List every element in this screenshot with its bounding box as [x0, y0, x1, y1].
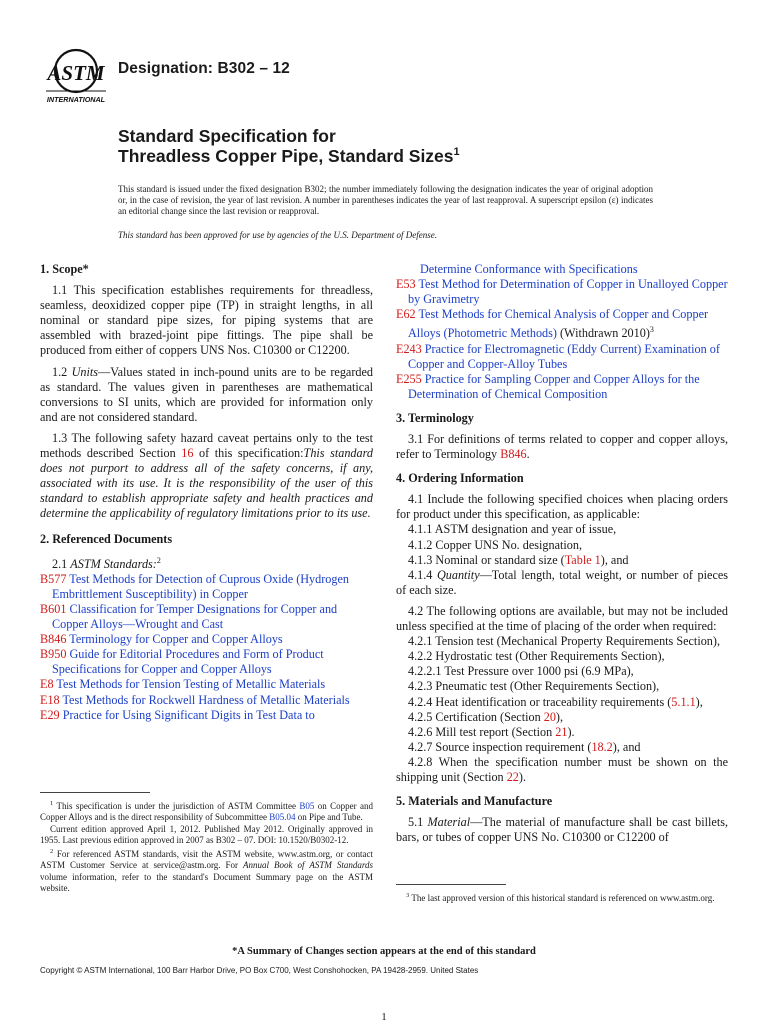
reference-code[interactable]: B846 [40, 632, 67, 647]
para-4-2-2-1: 4.2.2.1 Test Pressure over 1000 psi (6.9 MPa), [408, 664, 634, 679]
reference-title[interactable]: Test Methods for Detection of Cuprous Oxide (Hydrogen Embrittlement Susceptibility) in Copper [52, 571, 349, 601]
footnote-mark: 1 [50, 800, 54, 807]
section-link-5-1-1[interactable]: 5.1.1 [671, 694, 696, 709]
section-link-18-2[interactable]: 18.2 [591, 739, 613, 754]
para-text: 4.2.4 Heat identification or traceability requirements ( [408, 694, 672, 709]
reference-item[interactable] [396, 307, 728, 341]
footnote-divider [40, 792, 150, 793]
committee-link[interactable]: B05 [299, 801, 315, 811]
page-number: 1 [381, 1011, 387, 1023]
footnote-mark: 2 [156, 555, 161, 565]
para-4-2: 4.2 The following options are available, but may not be included unless specified at the time of placing of the order when required: [396, 603, 728, 634]
para-label: 2.1 [52, 556, 71, 571]
reference-item[interactable] [40, 602, 373, 632]
footnote-1-edition: Current edition approved April 1, 2012. Published May 2012. Originally approved in 1955. Last previous edition approved in 2007 as B302 – 07. DOI: 10.1520/B0302-12. [40, 823, 373, 845]
reference-item[interactable] [40, 693, 373, 708]
para-text: 1.3 The following safety hazard caveat pertains only to the test methods described Section [40, 430, 373, 461]
title-line-2 [118, 146, 460, 167]
footnote-text: on Pipe and Tube. [295, 812, 363, 823]
footnotes-left [40, 798, 373, 894]
para-text: . [526, 447, 530, 462]
para-text: ), and [612, 739, 641, 754]
reference-title[interactable]: Test Methods for Rockwell Hardness of Metallic Materials [62, 692, 350, 707]
reference-code[interactable]: B601 [40, 601, 67, 616]
footnote-text: This specification is under the jurisdiction of ASTM Committee [53, 801, 300, 811]
reference-item[interactable] [40, 677, 373, 692]
para-4-2-6 [396, 725, 728, 740]
withdrawn-note: (Withdrawn 2010) [556, 326, 650, 341]
para-4-1-3 [396, 553, 728, 568]
reference-item[interactable] [396, 372, 728, 402]
para-1-1: 1.1 This specification establishes requirements for threadless, seamless, deoxidized copper pipe (TP) in straight lengths, in all nominal or standard pipe sizes, for piping systems that are assembled with brazed-joint pipe fittings. The pipe shall be produced from either of coppers UNS Nos. C10300 or C12200. [40, 283, 373, 358]
footnotes-right [396, 890, 728, 904]
reference-item[interactable] [396, 342, 728, 372]
reference-title[interactable]: Test Method for Determination of Copper in Unalloyed Copper by Gravimetry [408, 277, 728, 307]
para-label: 4.1.4 [408, 567, 437, 582]
section-link-22[interactable]: 22 [506, 769, 519, 784]
subcommittee-link[interactable]: B05.04 [269, 812, 296, 823]
para-text: 4.2.5 Certification (Section [408, 709, 544, 724]
para-text: 4.2.6 Mill test report (Section [408, 724, 556, 739]
para-text: 4.2.7 Source inspection requirement ( [408, 739, 592, 754]
para-4-1-1: 4.1.1 ASTM designation and year of issue, [408, 522, 617, 537]
para-4-1-4 [396, 568, 728, 598]
footnote-mark: 3 [649, 325, 654, 335]
para-3-1 [396, 432, 728, 462]
section-link-21[interactable]: 21 [555, 724, 568, 739]
para-text: ), [695, 694, 703, 709]
reference-title[interactable]: Terminology for Copper and Copper Alloys [69, 632, 283, 647]
reference-item[interactable] [396, 277, 728, 307]
para-text: 4.2.8 When the specification number must be shown on the shipping unit (Section [396, 754, 728, 784]
reference-title[interactable]: Practice for Sampling Copper and Copper Alloys for the Determination of Chemical Composition [408, 371, 700, 401]
svg-text:INTERNATIONAL: INTERNATIONAL [46, 95, 106, 104]
para-text: of this specification: [193, 446, 304, 461]
section-heading-terminology: 3. Terminology [396, 410, 474, 425]
para-4-2-1: 4.2.1 Tension test (Mechanical Property Requirements Section), [408, 634, 721, 649]
para-text: 4.1.3 Nominal or standard size ( [408, 552, 565, 567]
reference-code[interactable]: E255 [396, 371, 422, 386]
para-4-1: 4.1 Include the following specified choices when placing orders for product under this specification, as applicable: [396, 492, 728, 522]
reference-title[interactable]: Classification for Temper Designations for Copper and Copper Alloys—Wrought and Cast [52, 601, 338, 632]
para-1-3 [40, 431, 373, 522]
reference-continuation[interactable] [396, 262, 728, 277]
reference-item[interactable] [40, 632, 373, 647]
para-text: ). [518, 769, 526, 784]
svg-text:ASTM: ASTM [47, 61, 105, 85]
reference-code[interactable]: E243 [396, 341, 422, 356]
title-line-1: Standard Specification for [118, 126, 336, 146]
para-4-2-2: 4.2.2 Hydrostatic test (Other Requirements Section), [408, 649, 665, 664]
reference-code[interactable]: B950 [40, 647, 67, 662]
para-term: Units [71, 364, 98, 379]
section-link-16[interactable]: 16 [181, 446, 194, 461]
astm-logo [42, 47, 110, 105]
footnote-divider [396, 884, 506, 885]
reference-code[interactable]: E53 [396, 277, 416, 292]
para-text: —Total length, total weight, or number of pieces of each size. [396, 567, 729, 597]
reference-code[interactable]: E18 [40, 692, 60, 707]
reference-code[interactable]: E8 [40, 677, 54, 692]
footnote-mark: 3 [406, 892, 410, 899]
reference-list [40, 572, 373, 723]
designation: Designation: B302 – 12 [118, 60, 290, 77]
title-text: Threadless Copper Pipe, Standard Sizes [118, 146, 454, 166]
para-text: ), and [600, 552, 629, 567]
footnote-text: The last approved version of this historical standard is referenced on www.astm.org. [409, 893, 715, 903]
table-1-link[interactable]: Table 1 [564, 552, 601, 567]
para-text: ). [567, 724, 575, 739]
para-4-2-4 [396, 695, 728, 710]
reference-code[interactable]: E62 [396, 307, 416, 322]
footnote-text: volume information, refer to the standard's Document Summary page on the ASTM website. [40, 871, 373, 894]
para-4-2-7 [396, 740, 728, 755]
reference-code[interactable]: E29 [40, 707, 60, 722]
reference-code[interactable]: B577 [40, 571, 67, 586]
reference-title[interactable]: Guide for Editorial Procedures and Form of Product Specifications for Copper and Copper Alloys [52, 647, 324, 677]
left-column [40, 262, 373, 723]
reference-item[interactable] [40, 647, 373, 677]
section-heading-ordering: 4. Ordering Information [396, 471, 524, 486]
defense-note: This standard has been approved for use by agencies of the U.S. Department of Defense. [118, 230, 438, 240]
astm-standards-label [40, 553, 373, 572]
para-term: Quantity [436, 567, 480, 582]
safety-caveat: This standard does not purport to address all of the safety concerns, if any, associated with its use. It is the responsibility of the user of this standard to establish appropriate safety and health practices and determine the applicability of regulatory limitations prior to its use. [40, 446, 373, 521]
para-text: 3.1 For definitions of terms related to copper and copper alloys, refer to Terminology [396, 432, 728, 462]
para-text: —The material of manufacture shall be cast billets, bars, or tubes of copper UNS No. C10300 or C12200 of [396, 815, 729, 845]
section-heading-materials: 5. Materials and Manufacture [396, 794, 553, 809]
reference-title[interactable]: Determine Conformance with Specifications [420, 262, 638, 276]
reference-item[interactable] [40, 708, 373, 723]
reference-title[interactable]: Practice for Using Significant Digits in Test Data to [62, 707, 315, 722]
footnote-mark: 2 [50, 848, 54, 856]
footnote-book-title: Annual Book of ASTM Standards [243, 860, 374, 871]
right-column [396, 262, 728, 845]
reference-item[interactable] [40, 572, 373, 602]
terminology-link[interactable]: B846 [500, 447, 527, 462]
para-label: 1.2 [52, 364, 72, 379]
para-5-1 [396, 815, 728, 845]
reference-title[interactable]: Practice for Electromagnetic (Eddy Current) Examination of Copper and Copper-Alloy Tubes [408, 341, 720, 371]
para-4-1-2: 4.1.2 Copper UNS No. designation, [408, 537, 582, 552]
footnote-3 [396, 890, 728, 904]
reference-title[interactable]: Test Methods for Tension Testing of Metallic Materials [56, 677, 326, 692]
para-4-2-5 [396, 710, 728, 725]
para-1-2 [40, 365, 373, 425]
section-heading-refdocs: 2. Referenced Documents [40, 531, 173, 546]
reference-title[interactable]: Test Methods for Chemical Analysis of Copper and Copper Alloys (Photometric Methods) [408, 307, 709, 341]
para-4-2-3: 4.2.3 Pneumatic test (Other Requirements Section), [408, 679, 660, 694]
title-footnote-mark: 1 [453, 146, 460, 159]
copyright: Copyright © ASTM International, 100 Barr Harbor Drive, PO Box C700, West Conshohocken, PA 19428-2959. United States [40, 966, 479, 975]
para-term: ASTM Standards: [70, 556, 157, 571]
footnote-2 [40, 846, 373, 894]
para-label: 5.1 [408, 815, 428, 830]
para-text: —Values stated in inch-pound units are to be regarded as standard. The values given in parentheses are mathematical conversions to SI units, which are provided for information only and are not considered standard. [40, 364, 373, 424]
footnote-1 [40, 798, 373, 824]
preamble: This standard is issued under the fixed designation B302; the number immediately following the designation indicates the year of original adoption or, in the case of revision, the year of last revision. A number in parentheses indicates the year of last reapproval. A superscript epsilon (ε) indicates an editorial change since the last revision or reapproval. [118, 184, 653, 217]
para-4-2-8 [396, 755, 728, 785]
footnote-text: on Copper and Copper Alloys and is the direct responsibility of Subcommittee [40, 801, 373, 823]
section-link-20[interactable]: 20 [543, 709, 556, 724]
para-term: Material [427, 815, 471, 830]
footnote-text: For referenced ASTM standards, visit the ASTM website, www.astm.org, or contact ASTM Customer Service at service@astm.org. For [40, 849, 373, 871]
para-text: ), [555, 709, 564, 724]
section-heading-scope: 1. Scope* [40, 262, 89, 276]
summary-note: *A Summary of Changes section appears at the end of this standard [232, 946, 536, 957]
